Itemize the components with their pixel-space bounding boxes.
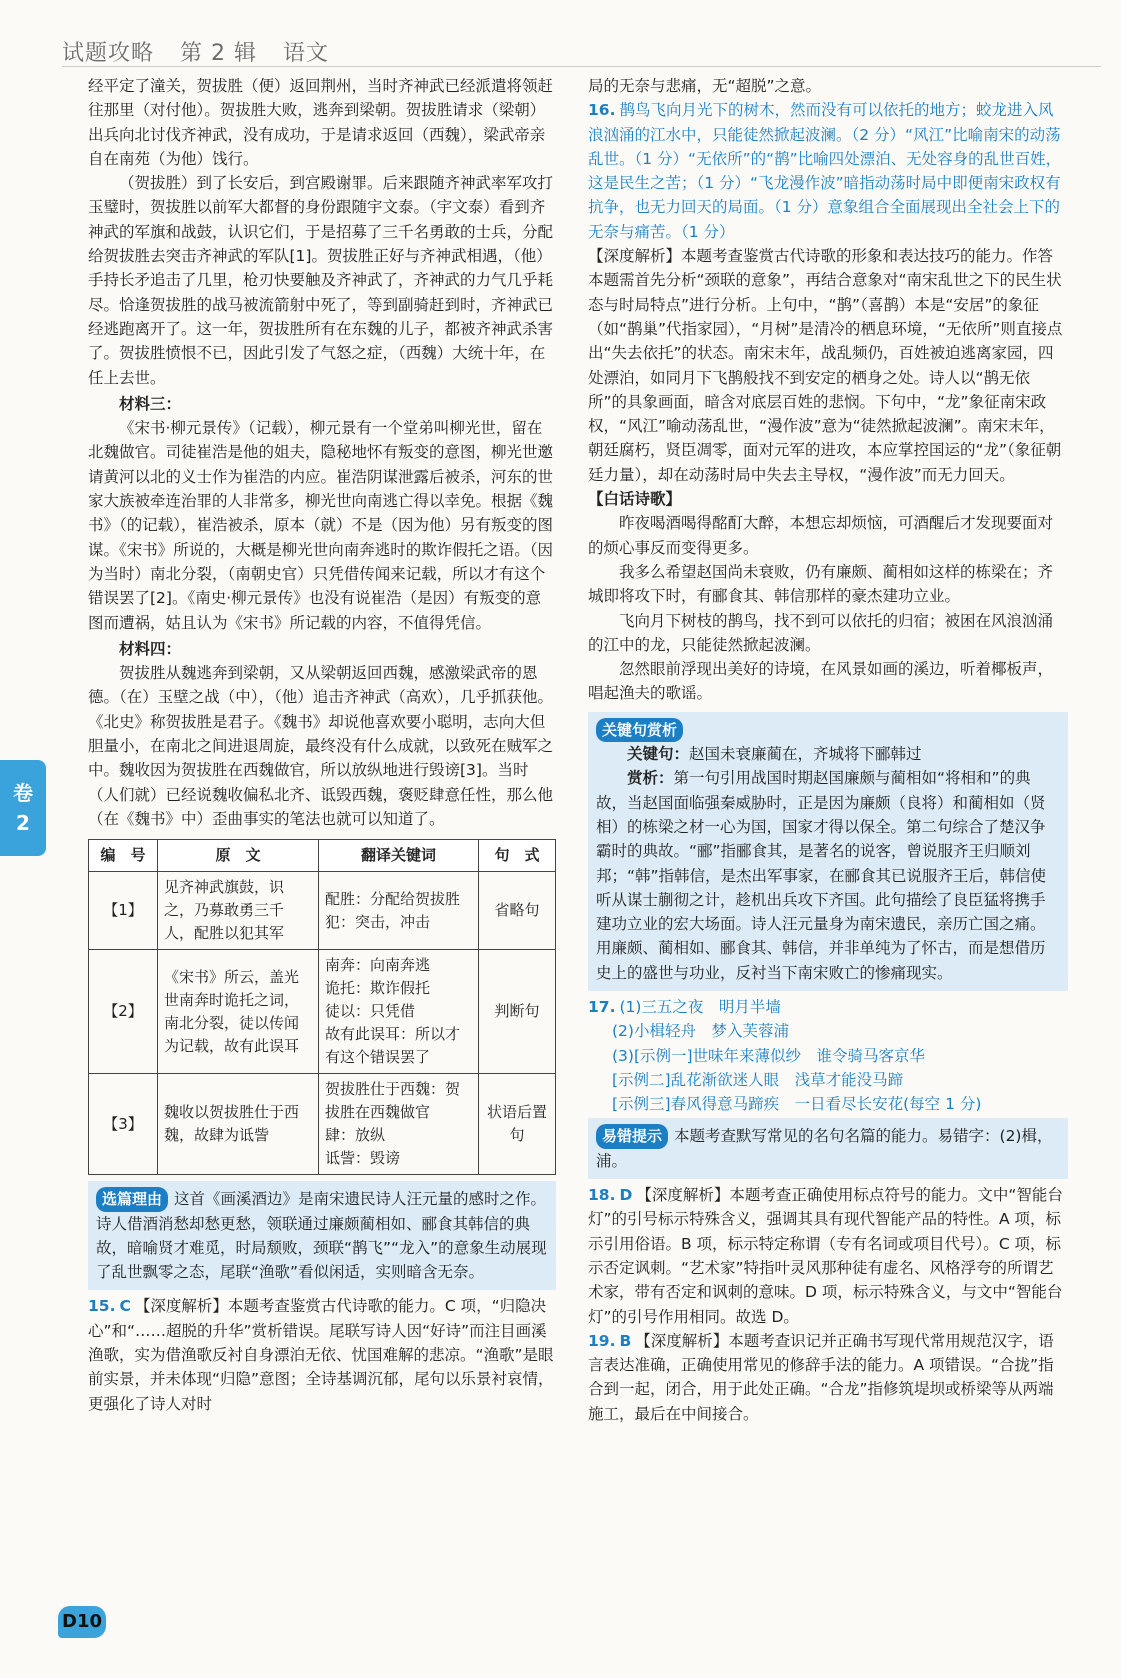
col-header-no: 编 号 — [89, 840, 158, 872]
row-keywords — [319, 872, 479, 950]
q18-number: 18. — [588, 1186, 616, 1205]
q16-answer: 鹊鸟飞向月光下的树木，然而没有可以依托的地方；蛟龙进入风浪汹涌的江水中，只能徒然掀起波澜。（2 分）“风江”比喻南宋的动荡乱世。（1 分）“无依所”的“鹊”比喻四处漂泊、无处容身的乱世百姓，这是民生之苦；（1 分）“飞龙漫作波”暗指动荡时局中即便南宋政权有抗争，也无力回天的局面。（1 分）意象组合全面展现出全社会上下的无奈与痛苦。（1 分） — [588, 101, 1062, 241]
key-sentence-text: 赵国未衰廉蔺在，齐城将下郦韩过 — [689, 745, 922, 764]
material-3-title: 材料三： — [119, 394, 182, 413]
selection-reason-box — [88, 1181, 556, 1290]
q18-analysis: 【深度解析】本题考查正确使用标点符号的能力。文中“智能台灯”的引号标示特殊含义，强调其具有现代智能产品的特性。A 项，标示引用俗语。B 项，标示特定称谓（专有名词或项目代号）。C 项，标示否定讽刺。“艺术家”特指叶灵风那种徒有虚名、风格浮夸的所谓艺术家，带有否定和讽刺的意味。D 项，标示特殊含义，与文中“智能台灯”的引号作用相同。故选 D。 — [588, 1186, 1063, 1326]
table-row — [89, 950, 556, 1074]
error-tip-text: 本题考查默写常见的名句名篇的能力。易错字：(2)楫，浦。 — [596, 1127, 1053, 1170]
row-original: 《宋书》所云，盖光世南奔时诡托之词，南北分裂，徒以传闻为记载，故有此误耳 — [158, 950, 319, 1074]
keyword: 南奔：向南奔逃 — [325, 956, 431, 975]
header-divider — [62, 66, 1101, 67]
key-sentence — [596, 742, 1060, 766]
side-tab-line1: 卷 — [13, 781, 33, 805]
keyword: 犯：突击，冲击 — [325, 912, 431, 931]
q15-number: 15. — [88, 1297, 116, 1316]
q19-answer: B — [619, 1331, 632, 1350]
row-no: 【2】 — [89, 950, 158, 1074]
selection-reason-text: 这首《画溪酒边》是南宋遗民诗人汪元量的感时之作。诗人借酒消愁却愁更愁，领联通过廉颇蔺相如、郦食其韩信的典故，暗喻贤才难觅，时局颓败，颈联“鹊飞”“龙入”的意象生动展现了乱世飘零之态，尾联“渔歌”看似闲适，实则暗含无奈。 — [96, 1190, 547, 1282]
volume-label: 第 2 辑 — [180, 41, 257, 66]
q16-number: 16. — [588, 101, 616, 120]
row-original: 见齐神武旗鼓，识之，乃募敢勇三千人，配胜以犯其军 — [158, 872, 319, 950]
q15-analysis: 【深度解析】本题考查鉴赏古代诗歌的能力。C 项，“归隐决心”和“……超脱的升华”赏析错误。尾联写诗人因“好诗”而注目画溪渔歌，实为借渔歌反衬自身漂泊无依、忧国难解的悲凉。“渔歌”是眼前实景，并未体现“归隐”意图；全诗基调沉郁，尾句以乐景衬哀情，更强化了诗人对时 — [88, 1297, 554, 1413]
row-original: 魏收以贺拔胜仕于西魏，故肆为诋訾 — [158, 1074, 319, 1175]
key-sentence-box — [588, 712, 1068, 991]
vernacular-line-3: 飞向月下树枝的鹊鸟，找不到可以依托的归宿；被困在风浪汹涌的江中的龙，只能徒然掀起波澜。 — [588, 611, 1054, 654]
error-tip-tag: 易错提示 — [596, 1124, 668, 1148]
key-sentence-tag: 关键句赏析 — [596, 718, 683, 742]
vernacular-line-1: 昨夜喝酒喝得酩酊大醉，本想忘却烦恼，可酒醒后才发现要面对的烦心事反而变得更多。 — [588, 514, 1054, 557]
q18-answer: D — [619, 1186, 633, 1205]
q17-number: 17. — [588, 997, 616, 1016]
question-15 — [88, 1294, 556, 1415]
vernacular-line-2: 我多么希望赵国尚未衰败，仍有廉颇、蔺相如这样的栋梁在；齐城即将攻下时，有郦食其、韩信那样的豪杰建功立业。 — [588, 562, 1054, 606]
vernacular-poem-title: 【白话诗歌】 — [588, 490, 682, 509]
question-19 — [588, 1329, 1068, 1426]
material-3-text: 《宋书·柳元景传》（记载），柳元景有一个堂弟叫柳光世，留在北魏做官。司徒崔浩是他的姐夫，隐秘地怀有叛变的意图，柳光世邀请黄河以北的义士作为崔浩的内应。崔浩阴谋泄露后被杀，河东的世家大族被牵连治罪的人非常多，柳光世向南逃亡得以幸免。根据《魏书》（的记载），崔浩被杀，原本（就）不是（因为他）另有叛变的图谋。《宋书》所说的，大概是柳光世向南奔逃时的欺诈假托之语。（因为当时）南北分裂，（南朝史官）只凭借传闻来记载，所以才有这个错误罢了[2]。《南史·柳元景传》也没有说崔浩（是因）有叛变的意图而遭祸，姑且认为《宋书》所记载的内容，不值得凭信。 — [88, 419, 554, 632]
question-18 — [588, 1183, 1068, 1329]
row-keywords — [319, 950, 479, 1074]
key-appreciation-label: 赏析： — [627, 769, 674, 788]
col-header-original: 原 文 — [158, 840, 319, 872]
col-header-sentence-type: 句 式 — [479, 840, 556, 872]
keyword: 诋訾：毁谤 — [325, 1149, 401, 1168]
question-17 — [588, 995, 1068, 1116]
keyword: 故有此误耳：所以才有这个错误罢了 — [325, 1025, 461, 1067]
row-type: 省略句 — [479, 872, 556, 950]
table-row — [89, 872, 556, 950]
q17-line: (2)小楫轻舟 梦入芙蓉浦 — [612, 1022, 789, 1041]
q17-line: [示例二]乱花渐欲迷人眼 浅草才能没马蹄 — [612, 1070, 904, 1089]
right-column — [588, 74, 1068, 1426]
left-column — [88, 74, 556, 1416]
row-type: 判断句 — [479, 950, 556, 1074]
q17-line: [示例三]春风得意马蹄疾 一日看尽长安花(每空 1 分) — [612, 1095, 982, 1114]
row-no: 【1】 — [89, 872, 158, 950]
material-4-title: 材料四： — [119, 639, 182, 658]
vernacular-line-4: 忽然眼前浮现出美好的诗境，在风景如画的溪边，听着椰板声，唱起渔夫的歌谣。 — [588, 660, 1054, 703]
translation-table — [88, 839, 556, 1175]
volume-side-tab — [0, 760, 46, 856]
page-header — [62, 36, 347, 67]
table-header-row — [89, 840, 556, 872]
keyword: 贺拔胜仕于西魏：贺拔胜在西魏做官 — [325, 1080, 461, 1122]
row-type: 状语后置句 — [479, 1074, 556, 1175]
side-tab-line2: 2 — [16, 811, 30, 835]
translation-paragraph-2: （贺拔胜）到了长安后，到宫殿谢罪。后来跟随齐神武率军攻打玉璧时，贺拔胜以前军大都督的身份跟随宇文泰。（宇文泰）看到齐神武的军旗和战鼓，认识它们，于是招募了三千名勇敢的士兵，分配给贺拔胜去突击齐神武的军队[1]。贺拔胜正好与齐神武相遇，（他）手持长矛追击了几里，枪刃快要触及齐神武了，齐神武的力气几乎耗尽。恰逢贺拔胜的战马被流箭射中死了，等到副骑赶到时，齐神武已经逃跑离开了。这一年，贺拔胜所有在东魏的儿子，都被齐神武杀害了。贺拔胜愤恨不已，因此引发了气怒之症，（西魏）大统十年，在任上去世。 — [88, 174, 554, 387]
q19-number: 19. — [588, 1331, 616, 1350]
keyword: 配胜：分配给贺拔胜 — [325, 889, 461, 908]
q17-line: (1)三五之夜 明月半墙 — [619, 997, 781, 1016]
key-appreciation — [596, 766, 1060, 985]
q16-analysis: 【深度解析】本题考查鉴赏古代诗歌的形象和表达技巧的能力。作答本题需首先分析“颈联的意象”，再结合意象对“南宋乱世之下的民生状态与时局特点”进行分析。上句中，“鹊”（喜鹊）本是“安居”的象征（如“鹊巢”代指家园），“月树”是清冷的栖息环境，“无依所”则直接点出“失去依托”的状态。南宋末年，战乱频仍，百姓被迫逃离家园，四处漂泊，如同月下飞鹊般找不到安定的栖身之处。诗人以“鹊无依所”的具象画面，暗含对底层百姓的悲悯。下句中，“龙”象征南宋政权，“风江”喻动荡乱世，“漫作波”意为“徒然掀起波澜”。南宋末年，朝廷腐朽，贤臣凋零，面对元军的进攻，本应掌控国运的“龙”（象征朝廷力量），却在动荡时局中失去主导权，“漫作波”而无力回天。 — [588, 247, 1063, 484]
keyword: 徒以：只凭借 — [325, 1002, 416, 1021]
translation-paragraph-1: 经平定了潼关，贺拔胜（便）返回荆州，当时齐神武已经派遣将领赶往那里（对付他）。贺拔胜大败，逃奔到梁朝。贺拔胜请求（梁朝）出兵向北讨伐齐神武，没有成功，于是请求返回（西魏），梁武帝亲自在南苑（为他）饯行。 — [88, 77, 554, 168]
question-16 — [588, 98, 1068, 244]
col-header-keywords: 翻译关键词 — [319, 840, 479, 872]
table-row — [89, 1074, 556, 1175]
subject-label: 语文 — [283, 41, 330, 66]
series-title: 试题攻略 — [62, 41, 155, 66]
row-keywords — [319, 1074, 479, 1175]
selection-reason-tag: 选篇理由 — [96, 1187, 168, 1211]
keyword: 肆：放纵 — [325, 1126, 386, 1145]
key-appreciation-text: 第一句引用战国时期赵国廉颇与蔺相如“将相和”的典故，当赵国面临强秦威胁时，正是因为廉颇（良将）和蔺相如（贤相）的栋梁之材一心为国，国家才得以保全。第二句综合了楚汉争霸时的典故。“郦”指郦食其，是著名的说客，曾说服齐王归顺刘邦；“韩”指韩信，是杰出军事家，在郦食其已说服齐王后，韩信使听从谋士蒯彻之计，趁机出兵攻下齐国。此句描绘了良臣猛将携手建功立业的宏大场面。诗人汪元量身为南宋遗民，亲历亡国之痛。用廉颇、蔺相如、郦食其、韩信，并非单纯为了怀古，而是想借历史上的盛世与功业，反衬当下南宋败亡的惨痛现实。 — [596, 769, 1047, 982]
q15-answer: C — [119, 1297, 131, 1316]
keyword: 诡托：欺诈假托 — [325, 979, 431, 998]
material-4-text: 贺拔胜从魏逃奔到梁朝，又从梁朝返回西魏，感激梁武帝的恩德。（在）玉壁之战（中），（他）追击齐神武（高欢），几乎抓获他。《北史》称贺拔胜是君子。《魏书》却说他喜欢要小聪明，志向大但胆量小，在南北之间进退周旋，最终没有什么成就，以致死在贼军之中。魏收因为贺拔胜在西魏做官，所以放纵地进行毁谤[3]。当时（人们就）已经说魏收偏私北齐、诋毁西魏，褒贬肆意任性，那么他（在《魏书》中）歪曲事实的笔法也就可以知道了。 — [88, 664, 554, 828]
q15-continuation: 局的无奈与悲痛，无“超脱”之意。 — [588, 77, 822, 95]
key-sentence-label: 关键句： — [627, 745, 690, 764]
row-no: 【3】 — [89, 1074, 158, 1175]
error-tip-box — [588, 1118, 1068, 1179]
q17-line: (3)[示例一]世味年来薄似纱 谁令骑马客京华 — [612, 1046, 926, 1065]
q19-analysis: 【深度解析】本题考查识记并正确书写现代常用规范汉字，语言表达准确，正确使用常见的修辞手法的能力。A 项错误。“合拢”指合到一起，闭合，用于此处正确。“合龙”指修筑堤坝或桥梁等从两端施工，最后在中间接合。 — [588, 1331, 1054, 1423]
page-number-badge: D10 — [58, 1606, 106, 1638]
